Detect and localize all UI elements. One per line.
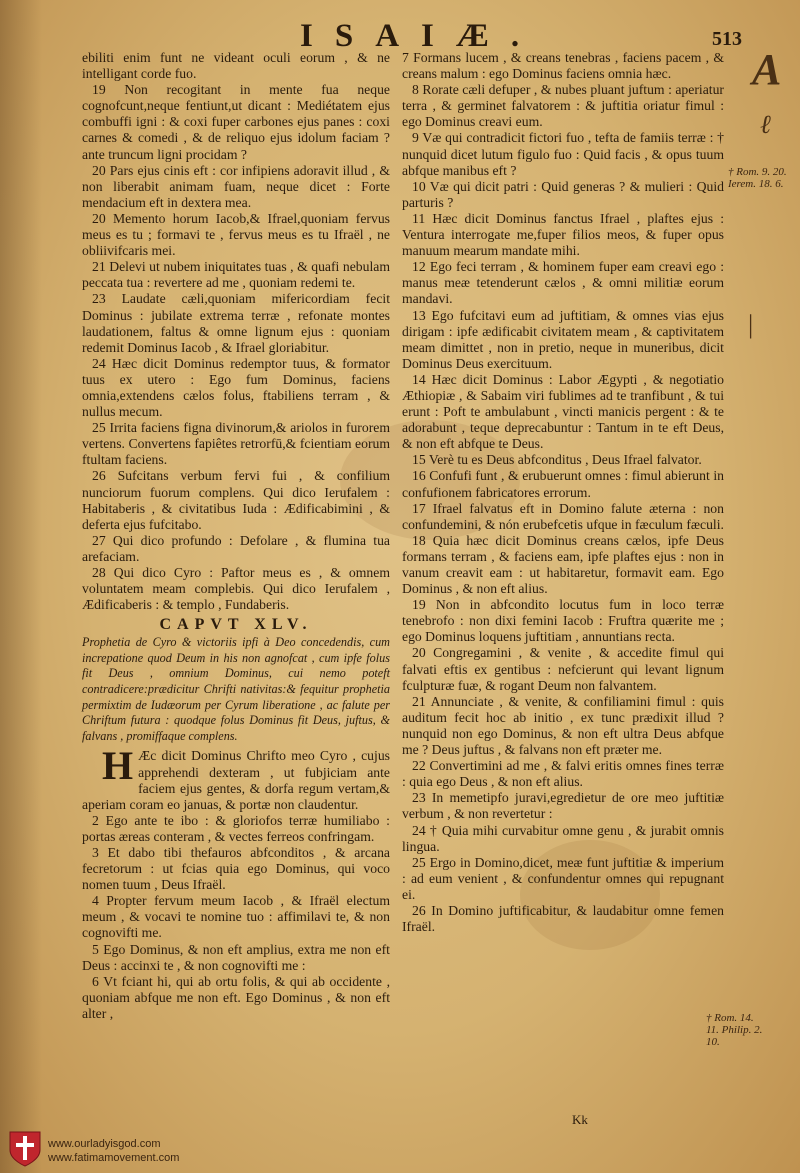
verse: 18 Quia hæc dicit Dominus creans cælos, ipfe Deus formans terram , & faciens eam, ipfe plaftes ejus : non in vanum creavit eam : ut habitaretur, formavit eam. Ego Dominus , & non eft alius. <box>402 532 724 597</box>
verse: 10 Væ qui dicit patri : Quid generas ? & mulieri : Quid parturis ? <box>402 178 724 210</box>
watermark-url-2[interactable]: www.fatimamovement.com <box>48 1152 180 1164</box>
chapter-summary: Prophetia de Cyro & victoriis ipfi à Deo concedendis, cum increpatione quod Deum in his non agnofcat , cum ipfe folus fit Deus , omnium Dominus, cui nemo poteft contradicere:prædicitur Chrifti nativitas:& fequitur prophetia permixtim de Iudæorum per Cyrum liberatione , ac falute per Chriftum futura : quodque folus Dominus fit Deus, juftus, & falvans , promiffaque complens. <box>82 635 390 743</box>
margin-handwritten-mark: | <box>748 310 754 339</box>
verse-text: Æc dicit Dominus Chrifto meo Cyro , cujus apprehendi dexteram , ut fubjiciam ante faciem ejus gentes, & dorfa regum vertam,& aperiam coram eo januas, & portæ non claudentur. <box>82 748 390 812</box>
verse: 5 Ego Dominus, & non eft amplius, extra me non eft Deus : accinxi te , & non cognovifti me : <box>82 941 390 973</box>
verse: 16 Confufi funt , & erubuerunt omnes : fimul abierunt in confufionem fabricatores errorum. <box>402 468 724 500</box>
verse: 25 Ergo in Domino,dicet, meæ funt juftitiæ & imperium : ad eum venient , & confundentur omnes qui repugnant ei. <box>402 854 724 902</box>
chapter-heading: CAPVT XLV. <box>159 616 313 634</box>
drop-cap-letter: H <box>102 743 134 789</box>
verse: 22 Convertimini ad me , & falvi eritis omnes fines terræ : quia ego Deus , & non eft alius. <box>402 758 724 790</box>
verse: 17 Ifrael falvatus eft in Domino falute æterna : non confundemini, & nón erubefcetis ufque in fæculum fæculi. <box>402 500 724 532</box>
verse: 25 Irrita faciens figna divinorum,& ariolos in furorem vertens. Convertens fapiêtes retrorfū,& fcientiam eorum ftultam faciens. <box>82 420 390 468</box>
verse: 12 Ego feci terram , & hominem fuper eam creavi ego : manus meæ tetenderunt cælos , & omni militiæ eorum mandavi. <box>402 259 724 307</box>
verse: 7 Formans lucem , & creans tenebras , faciens pacem , & creans malum : ego Dominus faciens omnia hæc. <box>402 50 724 82</box>
section-letter: A <box>752 45 782 94</box>
watermark <box>8 1130 218 1170</box>
page-number: 513 <box>712 28 742 50</box>
verse: 21 Annunciate , & venite, & confiliamini fimul : quis auditum fecit hoc ab initio , ex tunc prædixit illud ? nunquid non ego Dominus, & non eft ultra Deus abfque me ? Deus juftus , & falvans non eft præter me. <box>402 693 724 758</box>
verse: 8 Rorate cæli defuper , & nubes pluant juftum : aperiatur terra , & germinet falvatorem : & juftitia oriatur fimul : ego Dominus creavi eum. <box>402 82 724 130</box>
catchword: Kk <box>572 1112 588 1127</box>
watermark-url-1[interactable]: www.ourladyisgod.com <box>48 1138 161 1150</box>
running-title: ISAIÆ. <box>300 18 542 54</box>
verse: 24 Hæc dicit Dominus redemptor tuus, & formator tuus ex utero : Ego fum Dominus, faciens omnia,extendens cælos folus, ftabiliens terram , & nullus mecum. <box>82 355 390 420</box>
verse: 23 In memetipfo juravi,egredietur de ore meo juftitiæ verbum , & non revertetur : <box>402 790 724 822</box>
verse: 20 Pars ejus cinis eft : cor infipiens adoravit illud , & non liberabit animam fuam, neque dicet : Forte mendacium eft in dextera mea. <box>82 162 390 210</box>
verse-with-dropcap <box>82 743 390 812</box>
verse: 28 Qui dico Cyro : Paftor meus es , & omnem voluntatem meam complebis. Qui dico Ierufalem , Ædificaberis : & templo , Fundaberis. <box>82 565 390 613</box>
verse: 20 Congregamini , & venite , & accedite fimul qui falvati eftis ex gentibus : nefcierunt qui levant lignum fculpturæ fuæ, & rogant Deum non falvantem. <box>402 645 724 693</box>
verse: 14 Hæc dicit Dominus : Labor Ægypti , & negotiatio Æthiopiæ , & Sabaim viri fublimes ad te tranfibunt , & tui erunt : Poft te ambulabunt , vincti manicis pergent : & te adorabunt , teque deprecabuntur : Tantum in te eft Deus, & non eft abfque te Deus. <box>402 371 724 452</box>
verse: ebiliti enim funt ne videant oculi eorum , & ne intelligant corde fuo. <box>82 50 390 82</box>
verse: 23 Laudate cæli,quoniam mifericordiam fecit Dominus : jubilate extrema terræ , refonate montes laudationem, faltus & omne lignum ejus : quoniam redemit Dominus Iacob , & Ifrael gloriabitur. <box>82 291 390 355</box>
verse: 2 Ego ante te ibo : & gloriofos terræ humiliabo : portas æreas conteram , & vectes ferreos confringam. <box>82 812 390 844</box>
verse: 3 Et dabo tibi thefauros abfconditos , & arcana fecretorum : ut fcias quia ego Dominus, qui voco nomen tuum , Deus Ifraël. <box>82 845 390 893</box>
page-gutter-shadow <box>0 0 42 1173</box>
verse: 9 Væ qui contradicit fictori fuo , tefta de famiis terræ : † nunquid dicet lutum figulo fuo : Quid facis , & opus tuum abfque manibus eft ? <box>402 130 724 178</box>
verse: 6 Vt fciant hi, qui ab ortu folis, & qui ab occidente , quoniam abfque me non eft. Ego Dominus , & non eft alter , <box>82 973 390 1021</box>
page-header <box>0 6 800 54</box>
shield-logo-icon <box>8 1130 42 1168</box>
verse: 27 Qui dico profundo : Defolare , & flumina tua arefaciam. <box>82 532 390 564</box>
verse: 4 Propter fervum meum Iacob , & Ifraël electum meum , & vocavi te nomine tuo : affimilavi te, & non cognovifti me. <box>82 893 390 941</box>
margin-reference-note: † Rom. 14. 11. Philip. 2. 10. <box>706 1012 763 1048</box>
left-text-column <box>82 50 390 1022</box>
margin-reference-note: † Rom. 9. 20. Ierem. 18. 6. <box>728 166 787 190</box>
right-text-column <box>402 50 724 935</box>
verse: 19 Non recogitant in mente fua neque cognofcunt,neque fentiunt,ut dicant : Mediétatem ejus combuffi igni : & coxi fuper carbones ejus panes : coxi carnes & comedi , & de reliquo ejus idolum faciam ? ante truncum ligni procidam ? <box>82 82 390 162</box>
verse: 13 Ego fufcitavi eum ad juftitiam, & omnes vias ejus dirigam : ipfe ædificabit civitatem meam , & captivitatem meam dimittet , non in pretio, neque in muneribus, dicit Dominus Deus exercituum. <box>402 307 724 371</box>
verse: 24 † Quia mihi curvabitur omne genu , & jurabit omnis lingua. <box>402 822 724 854</box>
verse: 20 Memento horum Iacob,& Ifrael,quoniam fervus meus es tu ; formavi te , fervus meus es tu Ifraël , ne obliivifcaris mei. <box>82 210 390 259</box>
verse: 11 Hæc dicit Dominus fanctus Ifrael , plaftes ejus : Ventura interrogate me,fuper filios meos, & fuper opus manuum mearum mandate mihi. <box>402 210 724 259</box>
verse: 26 In Domino juftificabitur, & laudabitur omne femen Ifraël. <box>402 902 724 935</box>
margin-handwritten-mark: ℓ <box>760 110 771 139</box>
verse: 15 Verè tu es Deus abfconditus , Deus Ifrael falvator. <box>412 452 702 468</box>
verse: 21 Delevi ut nubem iniquitates tuas , & quafi nebulam peccata tua : revertere ad me , quoniam redemi te. <box>82 259 390 291</box>
verse: 19 Non in abfcondito locutus fum in loco terræ tenebrofo : non dixi femini Iacob : Fruftra quærite me ; ego Dominus loquens juftitiam , annuntians recta. <box>402 597 724 645</box>
verse: 26 Sufcitans verbum fervi fui , & confilium nunciorum fuorum complens. Qui dico Ierufalem : Habitaberis , & civitatibus Iuda : Ædificabimini , & deferta ejus fufcitabo. <box>82 468 390 532</box>
